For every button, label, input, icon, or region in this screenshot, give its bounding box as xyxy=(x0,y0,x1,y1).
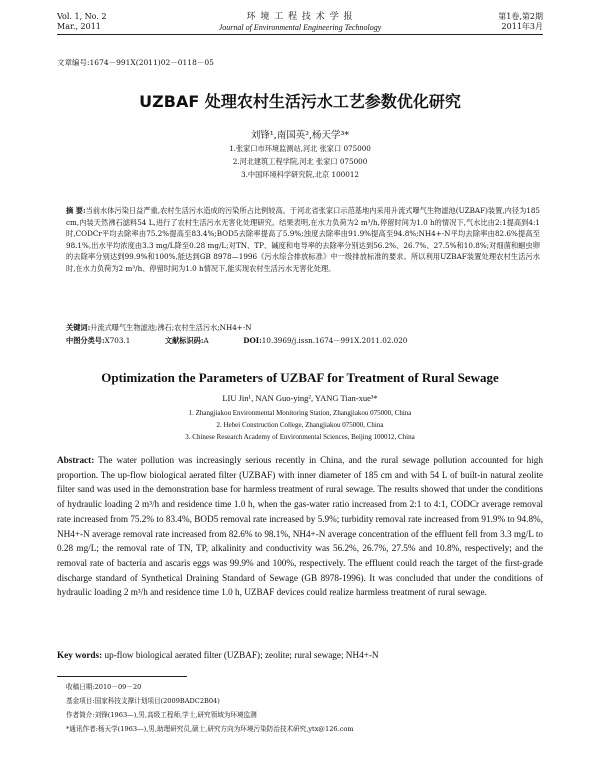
affiliation-en-2: 2. Hebei Construction College, Zhangjiakou 075000, China xyxy=(216,421,384,429)
doc-code-label: 文献标识码: xyxy=(164,336,204,345)
classification-line xyxy=(66,335,540,347)
keywords-en-text: up-flow biological aerated filter (UZBAF); zeolite; rural sewage; NH4+-N xyxy=(104,650,379,660)
keywords-cn xyxy=(66,322,540,334)
keywords-cn-label: 关键词: xyxy=(66,323,91,332)
keywords-en-label: Key words: xyxy=(57,650,103,660)
footnote-corresponding: *通讯作者:杨天学(1963—),男,助理研究员,硕士,研究方向为环境污染防治技术研究,ytx@126.com xyxy=(66,725,354,733)
authors-en: LIU Jin¹, NAN Guo-ying², YANG Tian-xue³* xyxy=(222,393,378,403)
abstract-en xyxy=(57,453,543,600)
keywords-en xyxy=(57,648,543,663)
header-rule xyxy=(57,34,543,35)
abstract-en-text: The water pollution was increasingly serious recently in China, and the rural sewage pollution accounted for high proportion. The up-flow biological aerated filter (UZBAF) with inner diameter of 185 cm and with 54 L of built-in natural zeolite filter sand was used in the demonstration base for harmless treatment of rural sewage. The results showed that under the conditions of hydraulic loading 2 m³/h and residence time 1.0 h, when the gas-water ratio increased from 2:1 to 4:1, CODCr average removal rate increased from 75.2% to 83.4%, BOD5 removal rate increased by 5.9%; turbidity removal rate increased from 91.9% to 94.8%, NH4+-N average removal rate increased from 82.6% to 98.1%, NH4+-N average concentration of the effluent fell from 3.3 mg/L to 0.28 mg/L; the removal rate of TN, TP, alkalinity and conductivity was 56.2%, 26.7%, 27.5% and 10.8%, respectively; and the removal rate of bacteria and ascaris eggs was 99.9% and 100%, respectively. The effluent could reach the target of the first-grade discharge standard of Synthetical Draining Standard of Sewage (GB 8978-1996). It was concluded that under the conditions of hydraulic loading 2 m³/h and residence time 1.0 h, UZBAF devices could realize harmless treatment of rural sewage. xyxy=(57,455,543,598)
abstract-en-label: Abstract: xyxy=(57,455,95,465)
article-number: 文章编号:1674－991X(2011)02－0118－05 xyxy=(57,58,214,67)
header-date-left: Mar., 2011 xyxy=(57,22,101,31)
doi-value: 10.3969/j.issn.1674－991X.2011.02.020 xyxy=(261,336,408,345)
header-volume-left: Vol. 1, No. 2 xyxy=(57,12,107,21)
authors-cn: 刘锋¹,南国英²,杨天学³* xyxy=(250,130,350,141)
keywords-cn-text: 升流式曝气生物滤池;沸石;农村生活污水;NH4+-N xyxy=(90,323,252,332)
doc-code-value: A xyxy=(203,336,209,345)
abstract-cn-label: 摘 要: xyxy=(66,206,86,215)
affiliation-en-1: 1. Zhangjiakou Environmental Monitoring Station, Zhangjiakou 075000, China xyxy=(188,409,412,417)
affiliation-cn-1: 1.张家口市环境监测站,河北 张家口 075000 xyxy=(229,144,371,153)
footnote-funding: 基金项目:国家科技支撑计划项目(2009BADC2B04) xyxy=(66,697,220,705)
header-volume-right: 第1卷,第2期 xyxy=(498,12,543,21)
clc-value: X703.1 xyxy=(104,336,131,345)
doi-label: DOI: xyxy=(243,336,262,345)
footnote-received: 收稿日期:2010－09－20 xyxy=(66,683,142,691)
abstract-cn-text: 当前水体污染日益严重,农村生活污水造成的污染所占比例较高。于河北省张家口示范基地内采用升流式曝气生物滤池(UZBAF)装置,内径为185 cm,内装天然沸石滤料54 L,进行了农村生活污水无害化处理研究。结果表明,在水力负荷为2 m³/h,停留时间为1.0 h的情况下,气水比由2:1提高到4:1时,CODCr平均去除率由75.2%提高至83.4%;BOD5去除率提高了5.9%;浊度去除率由91.9%提高至94.8%;NH4+-N平均去除率由82.6%提高至98.1%,出水平均浓度由3.3 mg/L降至0.28 mg/L;对TN、TP、碱度和电导率的去除率分别达到56.2%、26.7%、27.5%和10.8%;对细菌和蛔虫卵的去除率分别达到99.9%和100%,能达到GB 8978—1996《污水综合排放标准》中一级排放标准的要求。所以利用UZBAF装置处理农村生活污水时,在水力负荷为2 m³/h、停留时间为1.0 h情况下,能实现农村生活污水无害化处理。 xyxy=(66,206,540,273)
footnote-rule xyxy=(57,676,187,677)
abstract-cn xyxy=(66,205,540,275)
title-cn: UZBAF 处理农村生活污水工艺参数优化研究 xyxy=(139,92,461,111)
header-journal-en: Journal of Environmental Engineering Technology xyxy=(218,23,382,32)
affiliation-cn-2: 2.河北建筑工程学院,河北 张家口 075000 xyxy=(232,157,368,166)
title-en: Optimization the Parameters of UZBAF for Treatment of Rural Sewage xyxy=(101,370,499,385)
header-journal-cn: 环 境 工 程 技 术 学 报 xyxy=(246,12,354,22)
clc-label: 中图分类号: xyxy=(66,336,105,345)
header-date-right: 2011年3月 xyxy=(501,22,543,31)
affiliation-en-3: 3. Chinese Research Academy of Environmental Sciences, Beijing 100012, China xyxy=(185,433,415,441)
affiliation-cn-3: 3.中国环境科学研究院,北京 100012 xyxy=(241,170,359,179)
footnote-author-bio: 作者简介:刘锋(1963—),男,高级工程师,学士,研究领域为环境监测 xyxy=(66,711,257,719)
